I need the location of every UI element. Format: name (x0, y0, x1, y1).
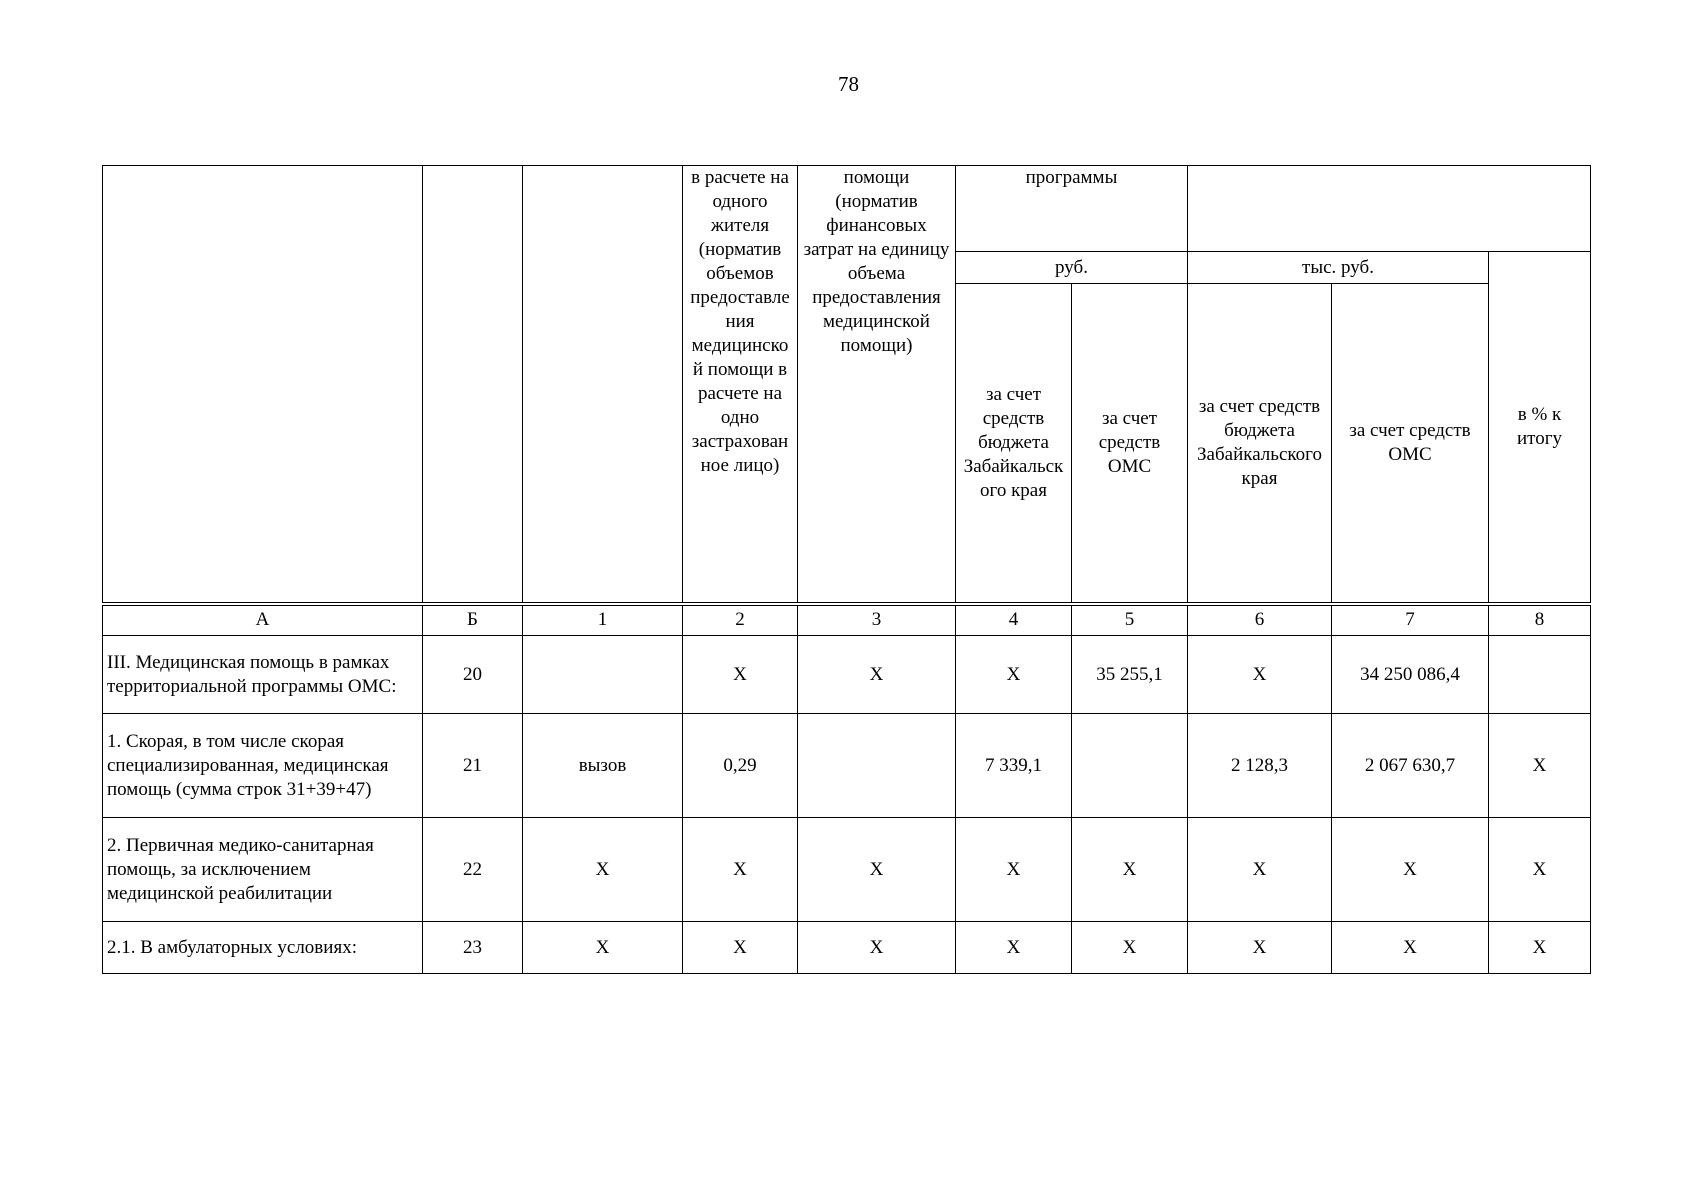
column-number: 8 (1489, 604, 1591, 636)
column-number: А (103, 604, 423, 636)
column-number: 5 (1072, 604, 1188, 636)
row-value (1489, 636, 1591, 714)
row-unit: вызов (523, 714, 683, 818)
row-value: Х (1072, 818, 1188, 922)
header-programmy: программы (956, 166, 1188, 252)
row-unit: Х (523, 818, 683, 922)
row-unit (523, 636, 683, 714)
header-budget-tys: за счет средств бюджета Забайкальского края (1188, 284, 1332, 604)
header-budget-rub: за счет средств бюджета Забайкальского края (956, 284, 1072, 604)
row-value: Х (1188, 818, 1332, 922)
table-row (103, 714, 1591, 818)
row-value: 2 128,3 (1188, 714, 1332, 818)
header-rub: руб. (956, 252, 1188, 284)
row-value: Х (683, 636, 798, 714)
row-line-number: 22 (423, 818, 523, 922)
row-value (1072, 714, 1188, 818)
header-blank-b (423, 166, 523, 604)
row-value: Х (683, 818, 798, 922)
row-name: 1. Скорая, в том числе скорая специализированная, медицинская помощь (сумма строк 31+39+47) (103, 714, 423, 818)
table-row (103, 922, 1591, 974)
row-value: Х (1489, 818, 1591, 922)
header-blank-right (1188, 166, 1591, 252)
row-value: 34 250 086,4 (1332, 636, 1489, 714)
row-name: III. Медицинская помощь в рамках территориальной программы ОМС: (103, 636, 423, 714)
row-value: Х (683, 922, 798, 974)
header-percent: в % к итогу (1489, 252, 1591, 604)
row-value: Х (1188, 636, 1332, 714)
row-value: Х (1489, 922, 1591, 974)
row-value: Х (1332, 818, 1489, 922)
table-row (103, 818, 1591, 922)
row-name: 2.1. В амбулаторных условиях: (103, 922, 423, 974)
column-number: 6 (1188, 604, 1332, 636)
row-value: Х (956, 818, 1072, 922)
header-blank-1 (523, 166, 683, 604)
row-value: 0,29 (683, 714, 798, 818)
row-value: Х (798, 636, 956, 714)
row-value: Х (798, 818, 956, 922)
header-cost-norm: помощи (норматив финансовых затрат на единицу объема предоставления медицинской помощи) (798, 166, 956, 604)
header-oms-rub: за счет средств ОМС (1072, 284, 1188, 604)
row-value: 35 255,1 (1072, 636, 1188, 714)
row-value (798, 714, 956, 818)
row-line-number: 23 (423, 922, 523, 974)
row-name: 2. Первичная медико-санитарная помощь, за исключением медицинской реабилитации (103, 818, 423, 922)
row-value: Х (956, 922, 1072, 974)
page-number: 78 (838, 72, 859, 96)
row-line-number: 20 (423, 636, 523, 714)
row-value: 2 067 630,7 (1332, 714, 1489, 818)
budget-table (102, 165, 1591, 974)
row-value: Х (798, 922, 956, 974)
column-number: 7 (1332, 604, 1489, 636)
row-value: Х (1072, 922, 1188, 974)
row-line-number: 21 (423, 714, 523, 818)
column-number: 3 (798, 604, 956, 636)
header-oms-tys: за счет средств ОМС (1332, 284, 1489, 604)
column-number: Б (423, 604, 523, 636)
row-value: Х (1489, 714, 1591, 818)
column-number: 2 (683, 604, 798, 636)
header-volume-norm: в расчете на одного жителя (норматив объемов предоставления медицинской помощи в расчете на одно застрахованное лицо) (683, 166, 798, 604)
column-number: 4 (956, 604, 1072, 636)
column-number: 1 (523, 604, 683, 636)
row-value: Х (1332, 922, 1489, 974)
row-value: 7 339,1 (956, 714, 1072, 818)
header-tys-rub: тыс. руб. (1188, 252, 1489, 284)
table-row (103, 636, 1591, 714)
header-blank-a (103, 166, 423, 604)
column-number-row (103, 604, 1591, 636)
row-unit: Х (523, 922, 683, 974)
row-value: Х (1188, 922, 1332, 974)
row-value: Х (956, 636, 1072, 714)
